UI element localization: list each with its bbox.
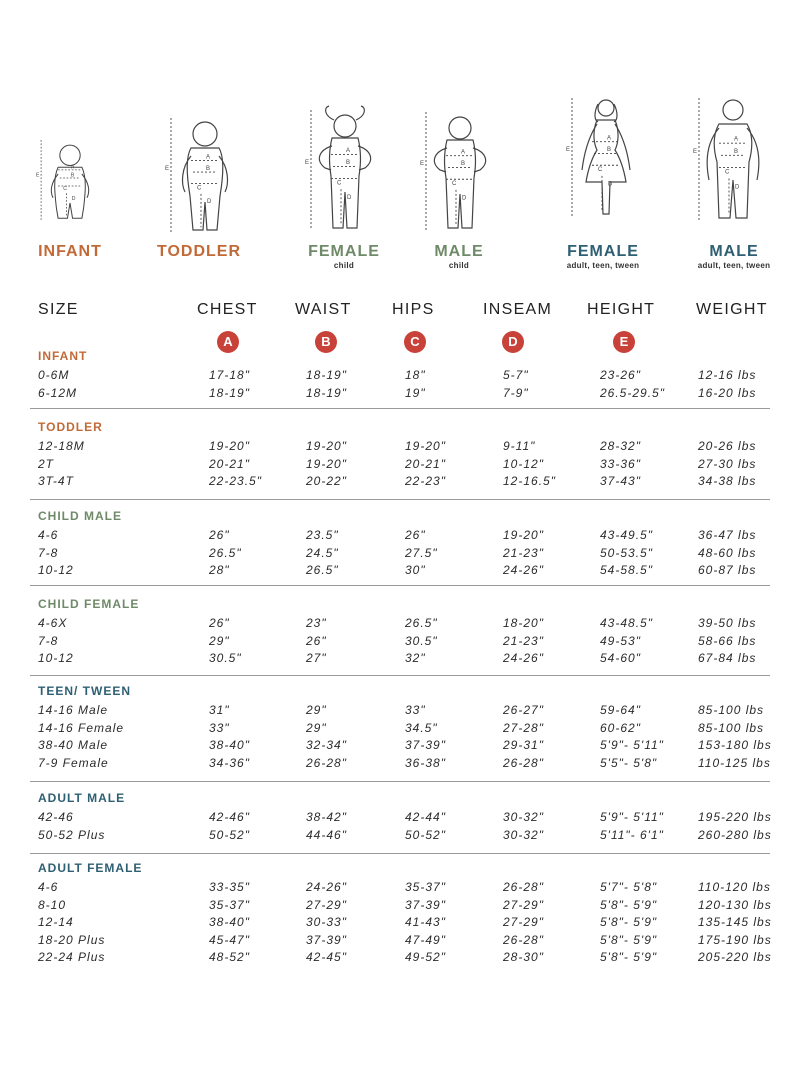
cell-waist: 18-19" bbox=[306, 368, 347, 382]
figure-head bbox=[723, 100, 743, 120]
mark-b: B bbox=[346, 160, 351, 166]
cell-inseam: 5-7" bbox=[503, 368, 529, 382]
cell-waist: 20-22" bbox=[306, 474, 347, 489]
cell-size: 22-24 Plus bbox=[38, 950, 106, 965]
header-hips: HIPS bbox=[392, 301, 435, 318]
mark-a: A bbox=[206, 154, 211, 161]
cell-waist: 24.5" bbox=[306, 545, 339, 560]
cell-hips: 50-52" bbox=[405, 827, 446, 842]
table-row bbox=[0, 701, 800, 719]
figure-arms bbox=[582, 124, 630, 170]
mark-a: A bbox=[70, 164, 75, 171]
cell-weight: 135-145 lbs bbox=[698, 915, 772, 930]
figure-sublabel: adult, teen, tween bbox=[697, 261, 771, 270]
mark-b: B bbox=[607, 147, 612, 154]
figure-arms bbox=[434, 148, 485, 172]
figure-head bbox=[193, 122, 217, 146]
cell-inseam: 26-28" bbox=[503, 880, 544, 894]
cell-hips: 41-43" bbox=[405, 915, 446, 930]
cell-height: 59-64" bbox=[600, 703, 641, 717]
cell-size: 0-6M bbox=[38, 368, 70, 382]
cell-chest: 29" bbox=[209, 633, 230, 648]
cell-chest: 50-52" bbox=[209, 827, 250, 842]
cell-hips: 35-37" bbox=[405, 880, 446, 894]
cell-chest: 19-20" bbox=[209, 439, 250, 453]
cell-waist: 44-46" bbox=[306, 827, 347, 842]
cell-waist: 37-39" bbox=[306, 932, 347, 947]
cell-waist: 26-28" bbox=[306, 755, 347, 770]
cell-hips: 49-52" bbox=[405, 950, 446, 965]
cell-inseam: 26-28" bbox=[503, 755, 544, 770]
section-title: ADULT FEMALE bbox=[38, 861, 143, 875]
table-row bbox=[0, 632, 800, 650]
header-height: HEIGHT bbox=[587, 301, 656, 318]
cell-weight: 260-280 lbs bbox=[698, 827, 772, 842]
cell-hips: 19" bbox=[405, 385, 426, 400]
badge-hips: C bbox=[404, 331, 426, 353]
table-row bbox=[0, 455, 800, 473]
cell-waist: 18-19" bbox=[306, 385, 347, 400]
section-divider bbox=[30, 499, 770, 500]
cell-size: 8-10 bbox=[38, 897, 67, 912]
cell-hips: 26.5" bbox=[405, 616, 438, 630]
mark-d: D bbox=[608, 181, 613, 188]
mark-a: A bbox=[461, 149, 466, 156]
cell-waist: 29" bbox=[306, 720, 327, 735]
cell-weight: 85-100 lbs bbox=[698, 720, 765, 735]
figure-body bbox=[330, 138, 361, 228]
cell-weight: 110-125 lbs bbox=[698, 755, 771, 770]
section-title: ADULT MALE bbox=[38, 791, 126, 805]
cell-size: 2T bbox=[38, 456, 55, 471]
cell-height: 28-32" bbox=[600, 439, 641, 453]
cell-size: 7-8 bbox=[38, 633, 59, 648]
cell-chest: 22-23.5" bbox=[209, 474, 262, 489]
cell-weight: 16-20 lbs bbox=[698, 385, 757, 400]
mark-c: C bbox=[197, 185, 202, 192]
figure-head bbox=[334, 115, 356, 137]
cell-size: 18-20 Plus bbox=[38, 932, 106, 947]
cell-chest: 42-46" bbox=[209, 810, 250, 824]
cell-chest: 31" bbox=[209, 703, 230, 717]
cell-height: 43-49.5" bbox=[600, 528, 653, 542]
cell-weight: 85-100 lbs bbox=[698, 703, 765, 717]
cell-weight: 67-84 lbs bbox=[698, 651, 757, 666]
mark-c: C bbox=[337, 180, 342, 187]
badge-waist: B bbox=[315, 331, 337, 353]
cell-hips: 33" bbox=[405, 703, 426, 717]
cell-size: 4-6 bbox=[38, 880, 59, 894]
cell-size: 50-52 Plus bbox=[38, 827, 106, 842]
header-chest: CHEST bbox=[197, 301, 258, 318]
mark-d: D bbox=[462, 195, 467, 202]
cell-size: 12-14 bbox=[38, 915, 74, 930]
mark-e: E bbox=[36, 172, 40, 179]
body-outline-icon bbox=[30, 140, 110, 227]
cell-height: 5'8"- 5'9" bbox=[600, 897, 658, 912]
cell-inseam: 9-11" bbox=[503, 439, 536, 453]
section-title: CHILD MALE bbox=[38, 509, 122, 523]
section-divider bbox=[30, 853, 770, 854]
cell-height: 37-43" bbox=[600, 474, 641, 489]
cell-size: 6-12M bbox=[38, 385, 78, 400]
cell-height: 23-26" bbox=[600, 368, 641, 382]
table-row bbox=[0, 826, 800, 844]
table-row bbox=[0, 808, 800, 826]
cell-hips: 30" bbox=[405, 563, 426, 578]
cell-height: 5'7"- 5'8" bbox=[600, 880, 658, 894]
mark-e: E bbox=[566, 147, 571, 154]
figure-body bbox=[445, 140, 476, 228]
cell-size: 14-16 Female bbox=[38, 720, 125, 735]
body-outline-icon bbox=[566, 98, 646, 222]
cell-hips: 34.5" bbox=[405, 720, 438, 735]
cell-inseam: 27-28" bbox=[503, 720, 544, 735]
cell-inseam: 10-12" bbox=[503, 456, 544, 471]
cell-size: 42-46 bbox=[38, 810, 74, 824]
section-divider bbox=[30, 408, 770, 409]
mark-c: C bbox=[725, 169, 730, 176]
cell-chest: 38-40" bbox=[209, 738, 250, 753]
cell-inseam: 21-23" bbox=[503, 633, 544, 648]
table-row bbox=[0, 754, 800, 772]
table-row bbox=[0, 649, 800, 667]
table-row bbox=[0, 384, 800, 402]
cell-weight: 48-60 lbs bbox=[698, 545, 757, 560]
table-row bbox=[0, 719, 800, 737]
cell-height: 5'8"- 5'9" bbox=[600, 932, 658, 947]
figure-body bbox=[714, 124, 752, 218]
cell-height: 5'8"- 5'9" bbox=[600, 950, 658, 965]
cell-height: 54-58.5" bbox=[600, 563, 653, 578]
cell-size: 4-6 bbox=[38, 528, 59, 542]
section-title: TODDLER bbox=[38, 420, 103, 434]
cell-chest: 33-35" bbox=[209, 880, 250, 894]
mark-b: B bbox=[206, 165, 211, 172]
table-row bbox=[0, 472, 800, 490]
cell-inseam: 29-31" bbox=[503, 738, 544, 753]
mark-b: B bbox=[70, 172, 75, 179]
figure-sublabel: child bbox=[448, 261, 470, 270]
mark-d: D bbox=[735, 184, 740, 191]
cell-hips: 36-38" bbox=[405, 755, 446, 770]
figure-label: INFANT bbox=[38, 243, 102, 260]
section-divider bbox=[30, 585, 770, 586]
cell-waist: 26" bbox=[306, 633, 327, 648]
cell-hips: 37-39" bbox=[405, 738, 446, 753]
table-row bbox=[0, 614, 800, 632]
cell-waist: 19-20" bbox=[306, 439, 347, 453]
cell-size: 14-16 Male bbox=[38, 703, 109, 717]
cell-inseam: 26-27" bbox=[503, 703, 544, 717]
cell-chest: 28" bbox=[209, 563, 230, 578]
cell-height: 5'11"- 6'1" bbox=[600, 827, 664, 842]
cell-hips: 22-23" bbox=[405, 474, 446, 489]
header-waist: WAIST bbox=[295, 301, 352, 318]
cell-waist: 27-29" bbox=[306, 897, 347, 912]
cell-waist: 38-42" bbox=[306, 810, 347, 824]
cell-height: 5'9"- 5'11" bbox=[600, 810, 664, 824]
figure-label: FEMALE bbox=[308, 243, 380, 260]
cell-height: 54-60" bbox=[600, 651, 641, 666]
cell-height: 33-36" bbox=[600, 456, 641, 471]
table-row bbox=[0, 896, 800, 914]
header-weight: WEIGHT bbox=[696, 301, 768, 318]
table-row bbox=[0, 913, 800, 931]
cell-size: 38-40 Male bbox=[38, 738, 109, 753]
cell-height: 49-53" bbox=[600, 633, 641, 648]
mark-e: E bbox=[693, 148, 698, 155]
cell-height: 5'5"- 5'8" bbox=[600, 755, 658, 770]
body-outline-icon bbox=[693, 98, 773, 226]
cell-size: 7-8 bbox=[38, 545, 59, 560]
table-row bbox=[0, 561, 800, 579]
cell-waist: 26.5" bbox=[306, 563, 339, 578]
cell-chest: 48-52" bbox=[209, 950, 250, 965]
cell-hips: 30.5" bbox=[405, 633, 438, 648]
cell-weight: 20-26 lbs bbox=[698, 439, 757, 453]
cell-waist: 30-33" bbox=[306, 915, 347, 930]
cell-weight: 39-50 lbs bbox=[698, 616, 757, 630]
cell-hips: 42-44" bbox=[405, 810, 446, 824]
cell-hips: 32" bbox=[405, 651, 426, 666]
figure-head bbox=[60, 145, 80, 165]
cell-weight: 36-47 lbs bbox=[698, 528, 757, 542]
cell-size: 7-9 Female bbox=[38, 755, 109, 770]
mark-e: E bbox=[165, 165, 170, 172]
cell-hips: 47-49" bbox=[405, 932, 446, 947]
cell-weight: 34-38 lbs bbox=[698, 474, 757, 489]
cell-weight: 110-120 lbs bbox=[698, 880, 771, 894]
cell-height: 26.5-29.5" bbox=[600, 385, 665, 400]
cell-inseam: 26-28" bbox=[503, 932, 544, 947]
cell-waist: 42-45" bbox=[306, 950, 347, 965]
badge-chest: A bbox=[217, 331, 239, 353]
cell-weight: 175-190 lbs bbox=[698, 932, 772, 947]
table-row bbox=[0, 736, 800, 754]
cell-waist: 24-26" bbox=[306, 880, 347, 894]
cell-height: 60-62" bbox=[600, 720, 641, 735]
cell-chest: 33" bbox=[209, 720, 230, 735]
cell-size: 12-18M bbox=[38, 439, 85, 453]
mark-b: B bbox=[461, 161, 466, 168]
mark-c: C bbox=[598, 167, 603, 174]
cell-chest: 20-21" bbox=[209, 456, 250, 471]
figure-label: MALE bbox=[434, 243, 484, 260]
cell-inseam: 24-26" bbox=[503, 651, 544, 666]
cell-hips: 19-20" bbox=[405, 439, 446, 453]
cell-inseam: 27-29" bbox=[503, 897, 544, 912]
cell-inseam: 27-29" bbox=[503, 915, 544, 930]
table-row bbox=[0, 878, 800, 896]
cell-chest: 45-47" bbox=[209, 932, 250, 947]
cell-chest: 38-40" bbox=[209, 915, 250, 930]
table-row bbox=[0, 948, 800, 966]
section-title: TEEN/ TWEEN bbox=[38, 684, 132, 698]
mark-b: B bbox=[734, 148, 739, 155]
cell-hips: 26" bbox=[405, 528, 426, 542]
cell-waist: 23" bbox=[306, 616, 327, 630]
cell-inseam: 18-20" bbox=[503, 616, 544, 630]
badge-inseam: D bbox=[502, 331, 524, 353]
mark-d: D bbox=[71, 195, 76, 202]
figure-head bbox=[598, 100, 614, 116]
cell-weight: 153-180 lbs bbox=[698, 738, 772, 753]
cell-inseam: 7-9" bbox=[503, 385, 529, 400]
figure-label: FEMALE bbox=[567, 243, 639, 260]
cell-hips: 18" bbox=[405, 368, 426, 382]
section-title: INFANT bbox=[38, 349, 88, 363]
cell-chest: 26" bbox=[209, 528, 230, 542]
cell-chest: 26.5" bbox=[209, 545, 242, 560]
section-title: CHILD FEMALE bbox=[38, 597, 140, 611]
cell-weight: 205-220 lbs bbox=[698, 950, 772, 965]
table-row bbox=[0, 437, 800, 455]
table-row bbox=[0, 931, 800, 949]
mark-a: A bbox=[346, 148, 351, 154]
section-divider bbox=[30, 675, 770, 676]
cell-chest: 34-36" bbox=[209, 755, 250, 770]
cell-waist: 23.5" bbox=[306, 528, 339, 542]
cell-inseam: 24-26" bbox=[503, 563, 544, 578]
table-row bbox=[0, 366, 800, 384]
cell-waist: 32-34" bbox=[306, 738, 347, 753]
figure-arms bbox=[183, 156, 228, 192]
cell-inseam: 30-32" bbox=[503, 827, 544, 842]
figure-sublabel: adult, teen, tween bbox=[566, 261, 640, 270]
cell-height: 5'8"- 5'9" bbox=[600, 915, 658, 930]
figure-label: TODDLER bbox=[156, 243, 242, 260]
cell-chest: 35-37" bbox=[209, 897, 250, 912]
mark-e: E bbox=[420, 161, 425, 168]
body-outline-icon bbox=[165, 118, 245, 239]
badge-height: E bbox=[613, 331, 635, 353]
cell-weight: 58-66 lbs bbox=[698, 633, 757, 648]
mark-e: E bbox=[305, 160, 310, 166]
cell-height: 43-48.5" bbox=[600, 616, 653, 630]
cell-hips: 20-21" bbox=[405, 456, 446, 471]
mark-d: D bbox=[347, 194, 352, 201]
cell-inseam: 21-23" bbox=[503, 545, 544, 560]
section-divider bbox=[30, 781, 770, 782]
cell-waist: 19-20" bbox=[306, 456, 347, 471]
cell-inseam: 12-16.5" bbox=[503, 474, 556, 489]
cell-hips: 27.5" bbox=[405, 545, 438, 560]
cell-weight: 27-30 lbs bbox=[698, 456, 757, 471]
cell-height: 5'9"- 5'11" bbox=[600, 738, 664, 753]
cell-chest: 17-18" bbox=[209, 368, 250, 382]
figure-label: MALE bbox=[709, 243, 759, 260]
mark-a: A bbox=[734, 136, 739, 143]
mark-c: C bbox=[452, 181, 457, 188]
cell-weight: 195-220 lbs bbox=[698, 810, 772, 824]
cell-waist: 29" bbox=[306, 703, 327, 717]
cell-chest: 26" bbox=[209, 616, 230, 630]
figure-hair bbox=[326, 106, 365, 120]
figure-sublabel: child bbox=[333, 261, 355, 270]
table-row bbox=[0, 544, 800, 562]
body-outline-icon bbox=[420, 112, 500, 236]
table-row bbox=[0, 526, 800, 544]
body-outline-icon bbox=[305, 110, 385, 236]
cell-size: 10-12 bbox=[38, 651, 74, 666]
cell-size: 10-12 bbox=[38, 563, 74, 578]
cell-size: 3T-4T bbox=[38, 474, 74, 489]
cell-inseam: 28-30" bbox=[503, 950, 544, 965]
cell-chest: 18-19" bbox=[209, 385, 250, 400]
cell-chest: 30.5" bbox=[209, 651, 242, 666]
header-size: SIZE bbox=[38, 301, 79, 318]
cell-size: 4-6X bbox=[38, 616, 68, 630]
cell-hips: 37-39" bbox=[405, 897, 446, 912]
mark-c: C bbox=[63, 186, 67, 193]
header-inseam: INSEAM bbox=[483, 301, 553, 318]
cell-waist: 27" bbox=[306, 651, 327, 666]
cell-inseam: 19-20" bbox=[503, 528, 544, 542]
cell-inseam: 30-32" bbox=[503, 810, 544, 824]
cell-height: 50-53.5" bbox=[600, 545, 653, 560]
cell-weight: 60-87 lbs bbox=[698, 563, 757, 578]
cell-weight: 120-130 lbs bbox=[698, 897, 772, 912]
figure-head bbox=[449, 117, 471, 139]
cell-weight: 12-16 lbs bbox=[698, 368, 757, 382]
mark-a: A bbox=[607, 135, 612, 142]
mark-d: D bbox=[207, 199, 212, 206]
